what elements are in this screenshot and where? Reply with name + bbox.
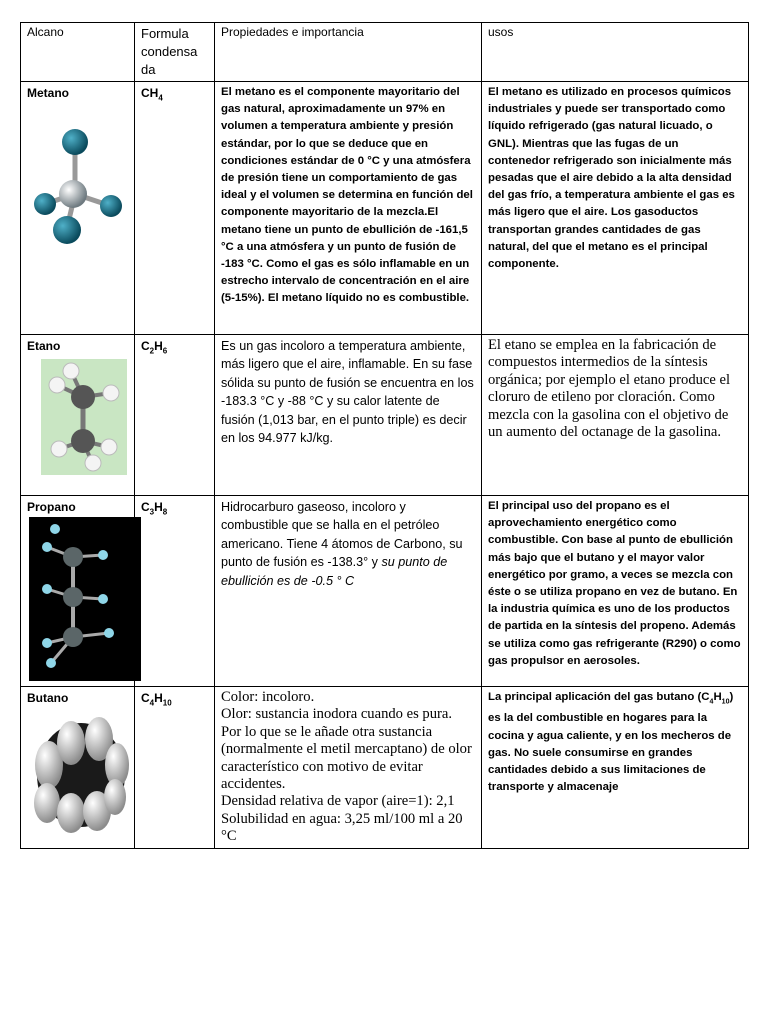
header-usos: usos <box>482 23 749 82</box>
alkane-name: Metano <box>27 86 69 100</box>
formula-cell: $C_2H_6$ <box>135 335 215 496</box>
row-metano <box>21 82 749 335</box>
alkane-name: Butano <box>27 691 69 705</box>
alkane-cell <box>21 496 135 687</box>
formula-cell: $C_3H_8$ <box>135 496 215 687</box>
usos-cell: La principal aplicación del gas butano $(C_4H_{10})$ es la del combustible en hogares para la cocina y agua caliente, y en los mecheros de gas. No suele consumirse en grandes cantidades debido a sus limitaciones de transporte y almacenaje <box>482 687 749 849</box>
row-etano <box>21 335 749 496</box>
propane-molecule-image <box>29 517 141 681</box>
usos-cell: El metano es utilizado en procesos químicos industriales y puede ser transportado como líquido refrigerado (gas natural licuado, o GNL). Mientras que las fugas de un contenedor refrigerado son inicialmente más pesadas que el aire debido a la alta densidad del gas frío, a temperatura ambiente el gas es más ligero que el aire. Los gasoductos transportan grandes cantidades de gas natural, del que el metano es el principal componente. <box>482 82 749 335</box>
butane-molecule-image <box>27 713 133 837</box>
row-butano <box>21 687 749 849</box>
ethane-molecule-image <box>41 359 127 475</box>
propiedades-cell: Hidrocarburo gaseoso, incoloro y combustible que se halla en el petróleo americano. Tiene 4 átomos de Carbono, su punto de fusión es -138.3° y su punto de ebullición es de -0.5 ° C <box>215 496 482 687</box>
propiedades-cell: Color: incoloro. Olor: sustancia inodora cuando es pura. Por lo que se le añade otra sustancia (normalmente el metil mercaptano) de olor característico con motivo de evitar accidentes. Densidad relativa de vapor (aire=1): 2,1 Solubilidad en agua: 3,25 ml/100 ml a 20 °C <box>215 687 482 849</box>
propiedades-cell: El metano es el componente mayoritario del gas natural, aproximadamente un 97% en volumen a temperatura ambiente y presión estándar, por lo que se deduce que en condiciones estándar de 0 °C y una atmósfera de presión tiene un comportamiento de gas ideal y el volumen se determina en función del componente mayoritario de la mezcla.El metano tiene un punto de ebullición de -161,5 °C a una atmósfera y un punto de fusión de -183 °C. Como el gas es sólo inflamable en un estrecho intervalo de concentración en el aire (5-15%). El metano líquido no es combustible. <box>215 82 482 335</box>
formula-cell: $C_4H_{10}$ <box>135 687 215 849</box>
alkane-cell <box>21 335 135 496</box>
header-propiedades: Propiedades e importancia <box>215 23 482 82</box>
formula-cell: $CH_4$ <box>135 82 215 335</box>
alkane-cell <box>21 687 135 849</box>
row-propano <box>21 496 749 687</box>
methane-molecule-image <box>27 108 127 248</box>
header-alcano: Alcano <box>21 23 135 82</box>
usos-cell: El etano se emplea en la fabricación de compuestos intermedios de la síntesis orgánica; por ejemplo el etano produce el cloruro de etileno por cloración. Como mezcla con la gasolina con el objetivo de un aumento del octanage de la gasolina. <box>482 335 749 496</box>
usos-cell: El principal uso del propano es el aprovechamiento energético como combustible. Con base al punto de ebullición más bajo que el butano y el mayor valor energético por gramo, a veces se mezcla con éste o se utiliza propano en vez de butano. En la industria química es uno de los productos de partida en la síntesis del propeno. Además se utiliza como gas refrigerante (R290) o como gas propulsor en aerosoles. <box>482 496 749 687</box>
header-row <box>21 23 749 82</box>
alkane-table <box>20 22 749 849</box>
propiedades-cell: Es un gas incoloro a temperatura ambiente, más ligero que el aire, inflamable. En su fase sólida su punto de fusión se encuentra en los -183.3 °C y -88 °C y su calor latente de fusión (1,013 bar, en el punto triple) es decir en los 94.977 kJ/kg. <box>215 335 482 496</box>
alkane-cell <box>21 82 135 335</box>
alkane-name: Propano <box>27 500 76 514</box>
header-formula: Formula condensa da <box>135 23 215 82</box>
alkane-name: Etano <box>27 339 61 353</box>
